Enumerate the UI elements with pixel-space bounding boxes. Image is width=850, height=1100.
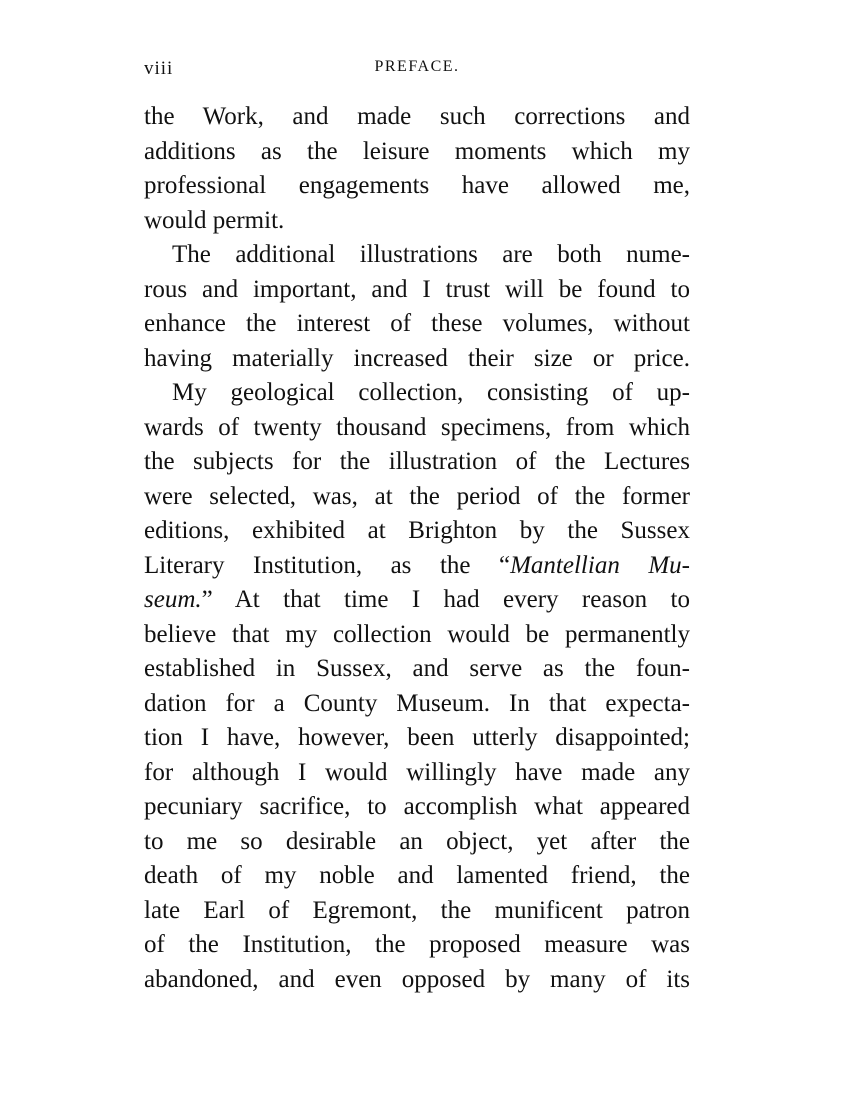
text-line: rous and important, and I trust will be found to: [144, 275, 690, 303]
text-segment: Literary Institution, as the “: [144, 551, 511, 579]
text-line: editions, exhibited at Brighton by the Sussex: [144, 517, 690, 544]
text-line: having materially increased their size or price.: [144, 344, 690, 372]
text-line: pecuniary sacrifice, to accomplish what appeared: [144, 793, 690, 820]
text-line: tion I have, however, been utterly disappointed;: [144, 724, 690, 751]
text-line: The additional illustrations are both nume-: [172, 241, 690, 268]
text-segment: ” At that time I had every reason to: [201, 586, 690, 613]
text-line: enhance the interest of these volumes, without: [144, 310, 690, 337]
page-number: viii: [144, 58, 174, 79]
running-head: [144, 58, 690, 82]
text-line: dation for a County Museum. In that expecta-: [144, 689, 690, 717]
text-line: believe that my collection would be permanently: [144, 620, 690, 648]
text-line-mixed: [144, 549, 690, 584]
italic-museum-name: Mantellian Mu-: [510, 551, 690, 579]
text-line: the Work, and made such corrections and: [144, 103, 690, 130]
text-line: for although I would willingly have made any: [144, 758, 690, 786]
text-line: to me so desirable an object, yet after the: [144, 827, 690, 855]
text-line: late Earl of Egremont, the munificent patron: [144, 896, 690, 924]
text-line: established in Sussex, and serve as the foun-: [144, 655, 690, 682]
running-head-title: PREFACE.: [374, 58, 460, 75]
text-line: additions as the leisure moments which my: [144, 137, 690, 165]
italic-museum-name: seum.: [144, 586, 202, 613]
body-text: [144, 100, 690, 997]
text-line: professional engagements have allowed me,: [144, 172, 690, 199]
text-line: My geological collection, consisting of up-: [172, 379, 690, 406]
text-line: the subjects for the illustration of the Lectures: [144, 448, 690, 475]
text-line: were selected, was, at the period of the former: [144, 482, 690, 510]
text-line: of the Institution, the proposed measure was: [144, 931, 690, 958]
text-line: death of my noble and lamented friend, the: [144, 862, 690, 889]
text-line: would permit.: [144, 206, 285, 234]
text-line-mixed: [144, 583, 690, 618]
text-line: wards of twenty thousand specimens, from which: [144, 413, 690, 441]
text-line: abandoned, and even opposed by many of its: [144, 965, 690, 993]
